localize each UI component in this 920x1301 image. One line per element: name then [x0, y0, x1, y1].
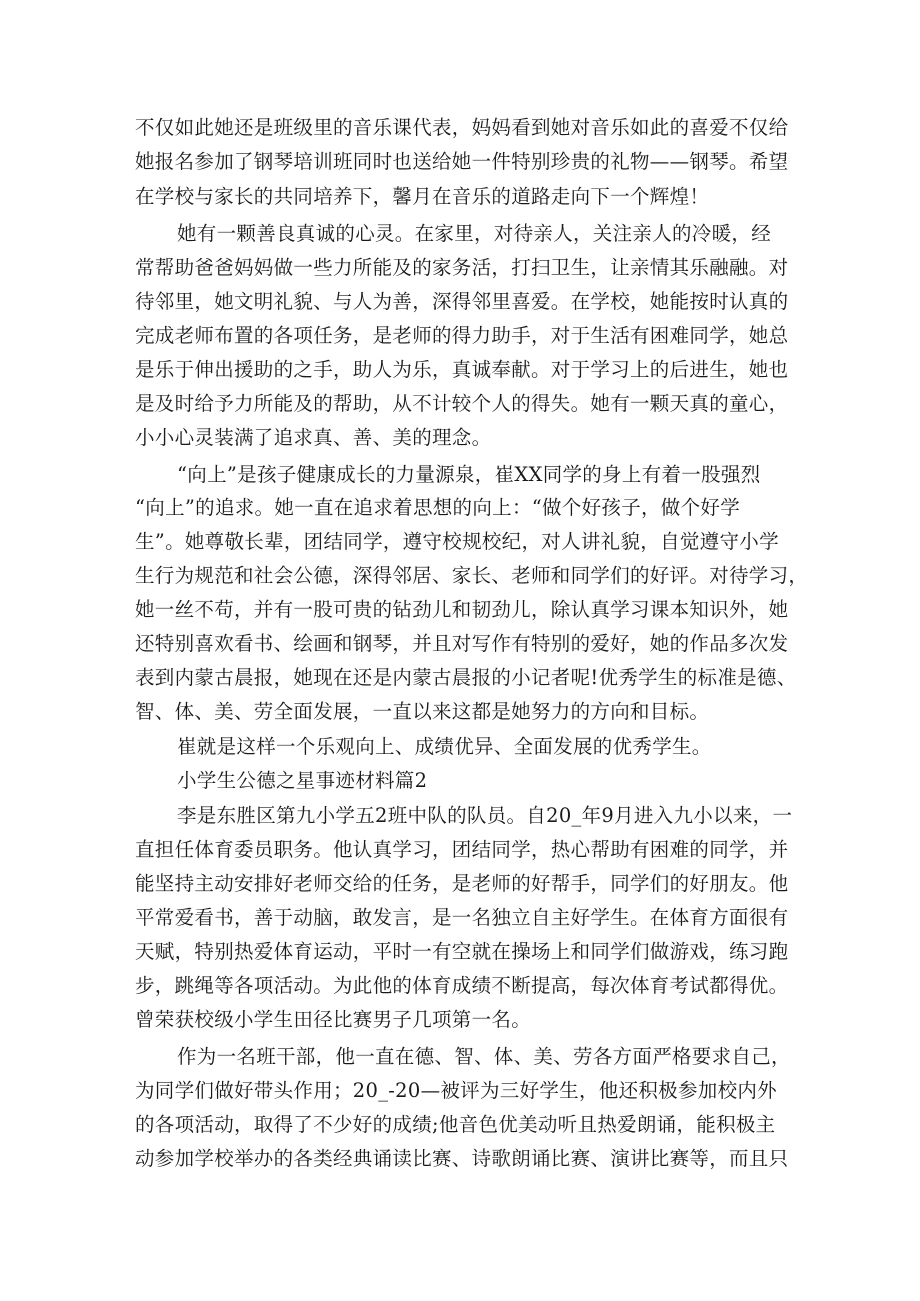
text-line: 在学校与家长的共同培养下，馨月在音乐的道路走向下一个辉煌！	[135, 185, 710, 208]
text-line: 生”。她尊敬长辈，团结同学，遵守校规校纪，对人讲礼貌，自觉遵守小学	[135, 530, 779, 553]
text-line: 是乐于伸出援助的之手，助人为乐，真诚奉献。对于学习上的后进生，她也	[135, 358, 789, 381]
text-line: 能坚持主动安排好老师交给的任务，是老师的好帮手，同学们的好朋友。他	[135, 872, 789, 895]
text-line: 生行为规范和社会公德，深得邻居、家长、老师和同学们的好评。对待学习，	[135, 564, 809, 587]
text-line: 动参加学校举办的各类经典诵读比赛、诗歌朗诵比赛、演讲比赛等，而且只	[135, 1147, 789, 1170]
text-line: 小小心灵装满了追求真、善、美的理念。	[135, 426, 492, 449]
text-line: 为同学们做好带头作用；20_-20—被评为三好学生，他还积极参加校内外	[135, 1079, 777, 1102]
text-line: 直担任体育委员职务。他认真学习，团结同学，热心帮助有困难的同学，并	[135, 838, 789, 861]
text-line: 表到内蒙古晨报，她现在还是内蒙古晨报的小记者呢!优秀学生的标准是德、	[135, 666, 797, 689]
text-line: 完成老师布置的各项任务，是老师的得力助手，对于生活有困难同学，她总	[135, 324, 789, 347]
text-line: 步，跳绳等各项活动。为此他的体育成绩不断提高，每次体育考试都得优。	[135, 974, 789, 997]
text-line: “向上”是孩子健康成长的力量源泉，崔XX同学的身上有着一股强烈	[177, 463, 761, 486]
text-line: 平常爱看书，善于动脑，敢发言，是一名独立自主好学生。在体育方面很有	[135, 906, 789, 929]
heading-text: 小学生公德之星事迹材料篇2	[177, 769, 428, 792]
text-line: 是及时给予力所能及的帮助，从不计较个人的得失。她有一颗天真的童心，	[135, 392, 789, 415]
text-line: 曾荣获校级小学生田径比赛男子几项第一名。	[135, 1008, 532, 1031]
text-line: 崔就是这样一个乐观向上、成绩优异、全面发展的优秀学生。	[177, 735, 712, 758]
text-line: 她一丝不苟，并有一股可贵的钻劲儿和韧劲儿，除认真学习课本知识外，她	[135, 598, 789, 621]
text-line: 天赋，特别热爱体育运动，平时一有空就在操场上和同学们做游戏，练习跑	[135, 940, 789, 963]
text-line: 的各项活动，取得了不少好的成绩;他音色优美动听且热爱朗诵，能积极主	[135, 1113, 776, 1136]
text-line: 还特别喜欢看书、绘画和钢琴，并且对写作有特别的爱好，她的作品多次发	[135, 632, 789, 655]
text-line: 她报名参加了钢琴培训班同时也送给她一件特别珍贵的礼物——钢琴。希望	[135, 150, 789, 173]
text-line: “向上”的追求。她一直在追求着思想的向上：“做个好孩子，做个好学	[135, 496, 741, 519]
text-line: 待邻里，她文明礼貌、与人为善，深得邻里喜爱。在学校，她能按时认真的	[135, 290, 789, 313]
text-line: 李是东胜区第九小学五2班中队的队员。自20_年9月进入九小以来，一	[177, 804, 793, 827]
text-line: 智、体、美、劳全面发展，一直以来这都是她努力的方向和目标。	[135, 700, 710, 723]
text-line: 作为一名班干部，他一直在德、智、体、美、劳各方面严格要求自己，	[177, 1045, 791, 1068]
text-line: 常帮助爸爸妈妈做一些力所能及的家务活，打扫卫生，让亲情其乐融融。对	[135, 256, 789, 279]
text-line: 她有一颗善良真诚的心灵。在家里，对待亲人，关注亲人的冷暖，经	[177, 222, 772, 245]
text-line: 不仅如此她还是班级里的音乐课代表，妈妈看到她对音乐如此的喜爱不仅给	[135, 116, 789, 139]
